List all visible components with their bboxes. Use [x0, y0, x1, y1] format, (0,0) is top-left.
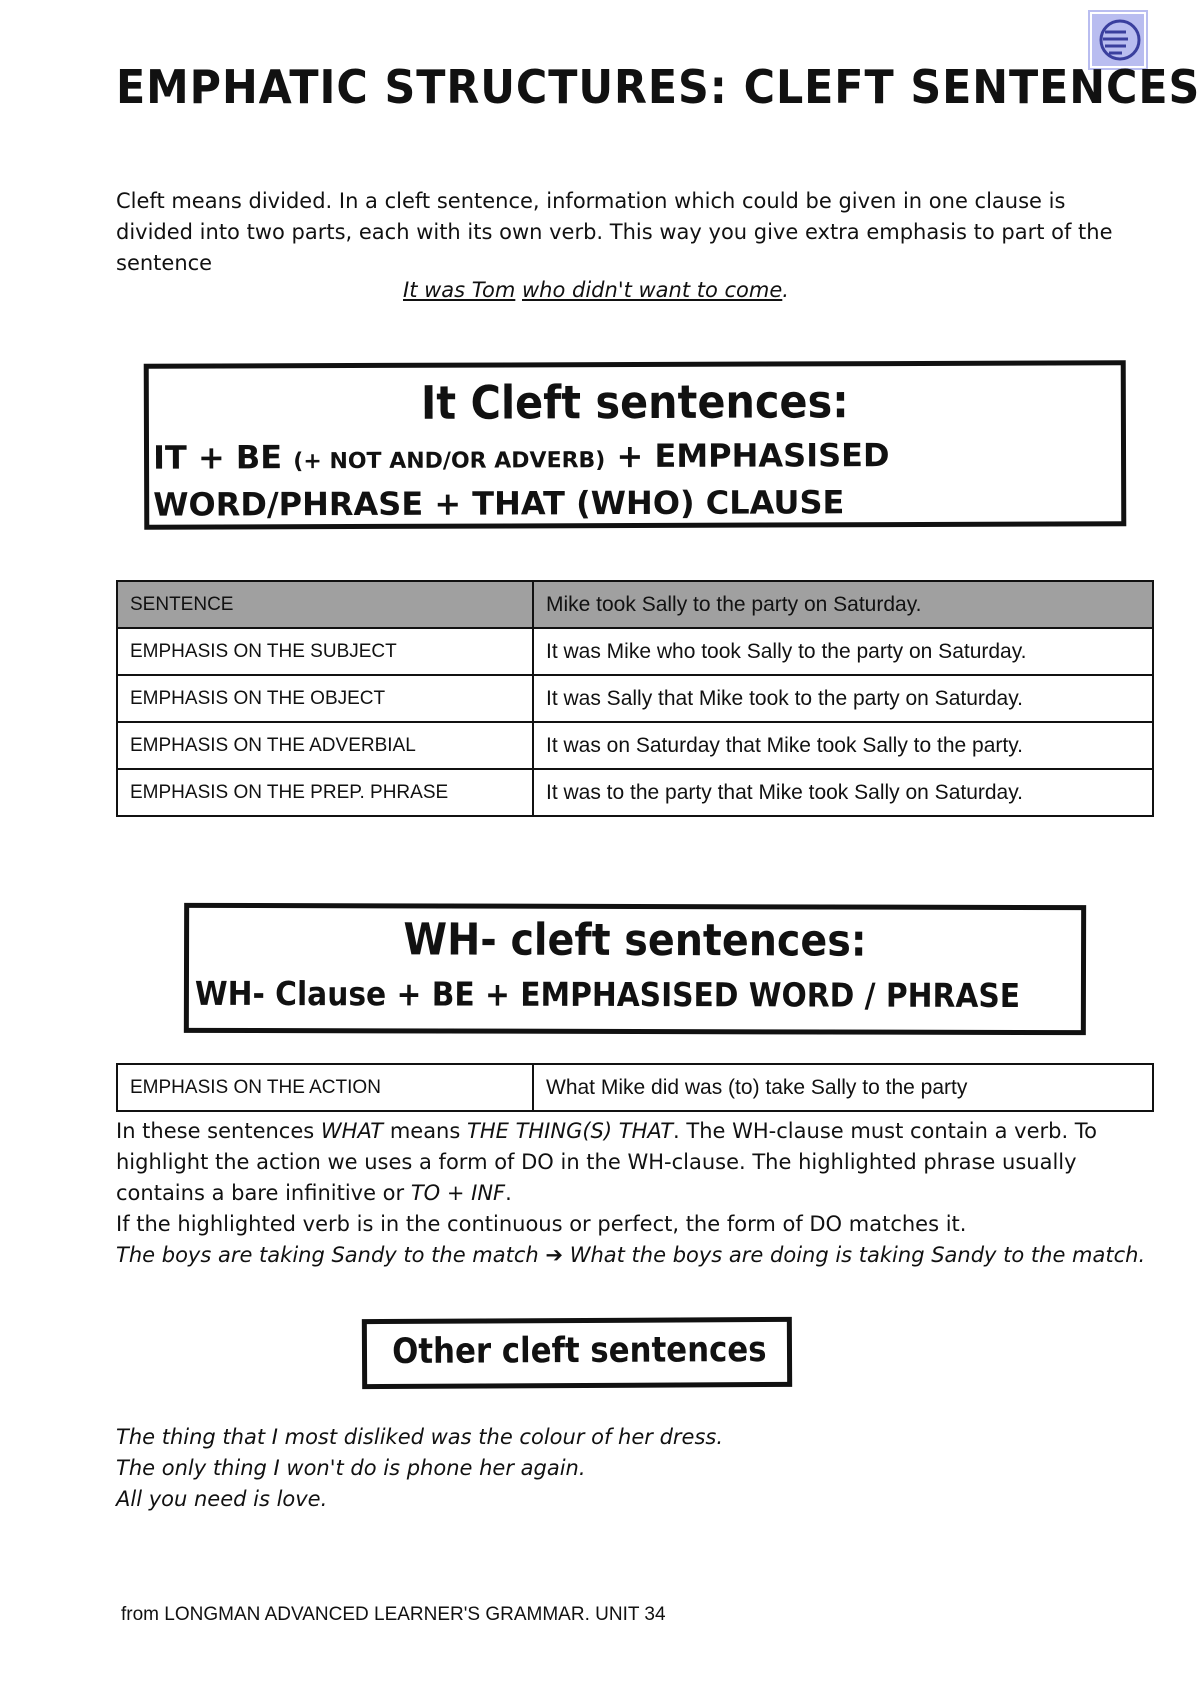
row-example: It was Mike who took Sally to the party on Saturday.: [533, 628, 1153, 675]
wh-cleft-table: [116, 1063, 1154, 1112]
it-cleft-formula: [153, 433, 1113, 525]
intro-example: [116, 278, 1076, 302]
list-item: The only thing I won't do is phone her again.: [116, 1456, 586, 1480]
it-cleft-table: [116, 580, 1154, 817]
explanation-text: .: [505, 1181, 512, 1205]
example-sentence: The boys are taking Sandy to the match: [116, 1243, 539, 1267]
it-cleft-heading: It Cleft sentences:: [420, 374, 849, 430]
table-row: [117, 628, 1153, 675]
other-cleft-heading: Other cleft sentences: [392, 1330, 767, 1372]
row-label: EMPHASIS ON THE ACTION: [117, 1064, 533, 1111]
wh-cleft-formula: WH- Clause + BE + EMPHASISED WORD / PHRASE: [194, 973, 1021, 1016]
list-item: The thing that I most disliked was the colour of her dress.: [116, 1425, 724, 1449]
formula-note: (+ NOT AND/OR ADVERB): [293, 448, 606, 475]
page-title: EMPHATIC STRUCTURES: CLEFT SENTENCES: [116, 60, 1200, 114]
explanation-text: means: [383, 1119, 467, 1143]
list-item: All you need is love.: [116, 1487, 328, 1511]
explanation-text: . The WH-clause must contain a verb. To highlight the action we uses a form of DO in the WH-clause. The highlighted phrase usually contains a bare infinitive or: [116, 1119, 1097, 1205]
example-period: .: [782, 278, 789, 302]
explanation-term: TO + INF: [410, 1181, 506, 1205]
formula-end: + EMPHASISED WORD/PHRASE + THAT (WHO) CLAUSE: [153, 436, 890, 524]
table-row: [117, 769, 1153, 816]
explanation-term: WHAT: [320, 1119, 384, 1143]
row-example: It was on Saturday that Mike took Sally to the party.: [533, 722, 1153, 769]
example-clause: who didn't want to come: [522, 278, 783, 302]
other-cleft-box: [362, 1317, 792, 1389]
intro-paragraph: Cleft means divided. In a cleft sentence, information which could be given in one clause is divided into two parts, each with its own verb. This way you give extra emphasis to part of the sentence: [116, 189, 1113, 275]
row-example: It was to the party that Mike took Sally on Saturday.: [533, 769, 1153, 816]
row-label: EMPHASIS ON THE ADVERBIAL: [117, 722, 533, 769]
it-cleft-box: [144, 360, 1127, 529]
table-row: [117, 722, 1153, 769]
other-examples: [116, 1422, 723, 1515]
wh-cleft-heading: WH- cleft sentences:: [403, 914, 867, 967]
row-label: EMPHASIS ON THE OBJECT: [117, 675, 533, 722]
example-emphasis: It was Tom: [403, 278, 516, 302]
table-row: [117, 675, 1153, 722]
explanation-rule: If the highlighted verb is in the continuous or perfect, the form of DO matches it.: [116, 1212, 967, 1236]
table-row: [117, 1064, 1153, 1111]
row-label: EMPHASIS ON THE PREP. PHRASE: [117, 769, 533, 816]
row-example: Mike took Sally to the party on Saturday.: [533, 581, 1153, 628]
row-example: What Mike did was (to) take Sally to the party: [533, 1064, 1153, 1111]
arrow-icon: ➔: [545, 1243, 564, 1267]
row-label: EMPHASIS ON THE SUBJECT: [117, 628, 533, 675]
row-example: It was Sally that Mike took to the party on Saturday.: [533, 675, 1153, 722]
table-row: [117, 581, 1153, 628]
explanation-text: In these sentences: [116, 1119, 321, 1143]
row-label: SENTENCE: [117, 581, 533, 628]
wh-cleft-box: [184, 903, 1086, 1035]
source-citation: from LONGMAN ADVANCED LEARNER'S GRAMMAR. UNIT 34: [121, 1604, 666, 1625]
explanation-term: THE THING(S) THAT: [467, 1119, 674, 1143]
wh-explanation: [116, 1116, 1156, 1271]
example-transformed: What the boys are doing is taking Sandy to the match.: [569, 1243, 1146, 1267]
formula-start: IT + BE: [152, 438, 283, 477]
